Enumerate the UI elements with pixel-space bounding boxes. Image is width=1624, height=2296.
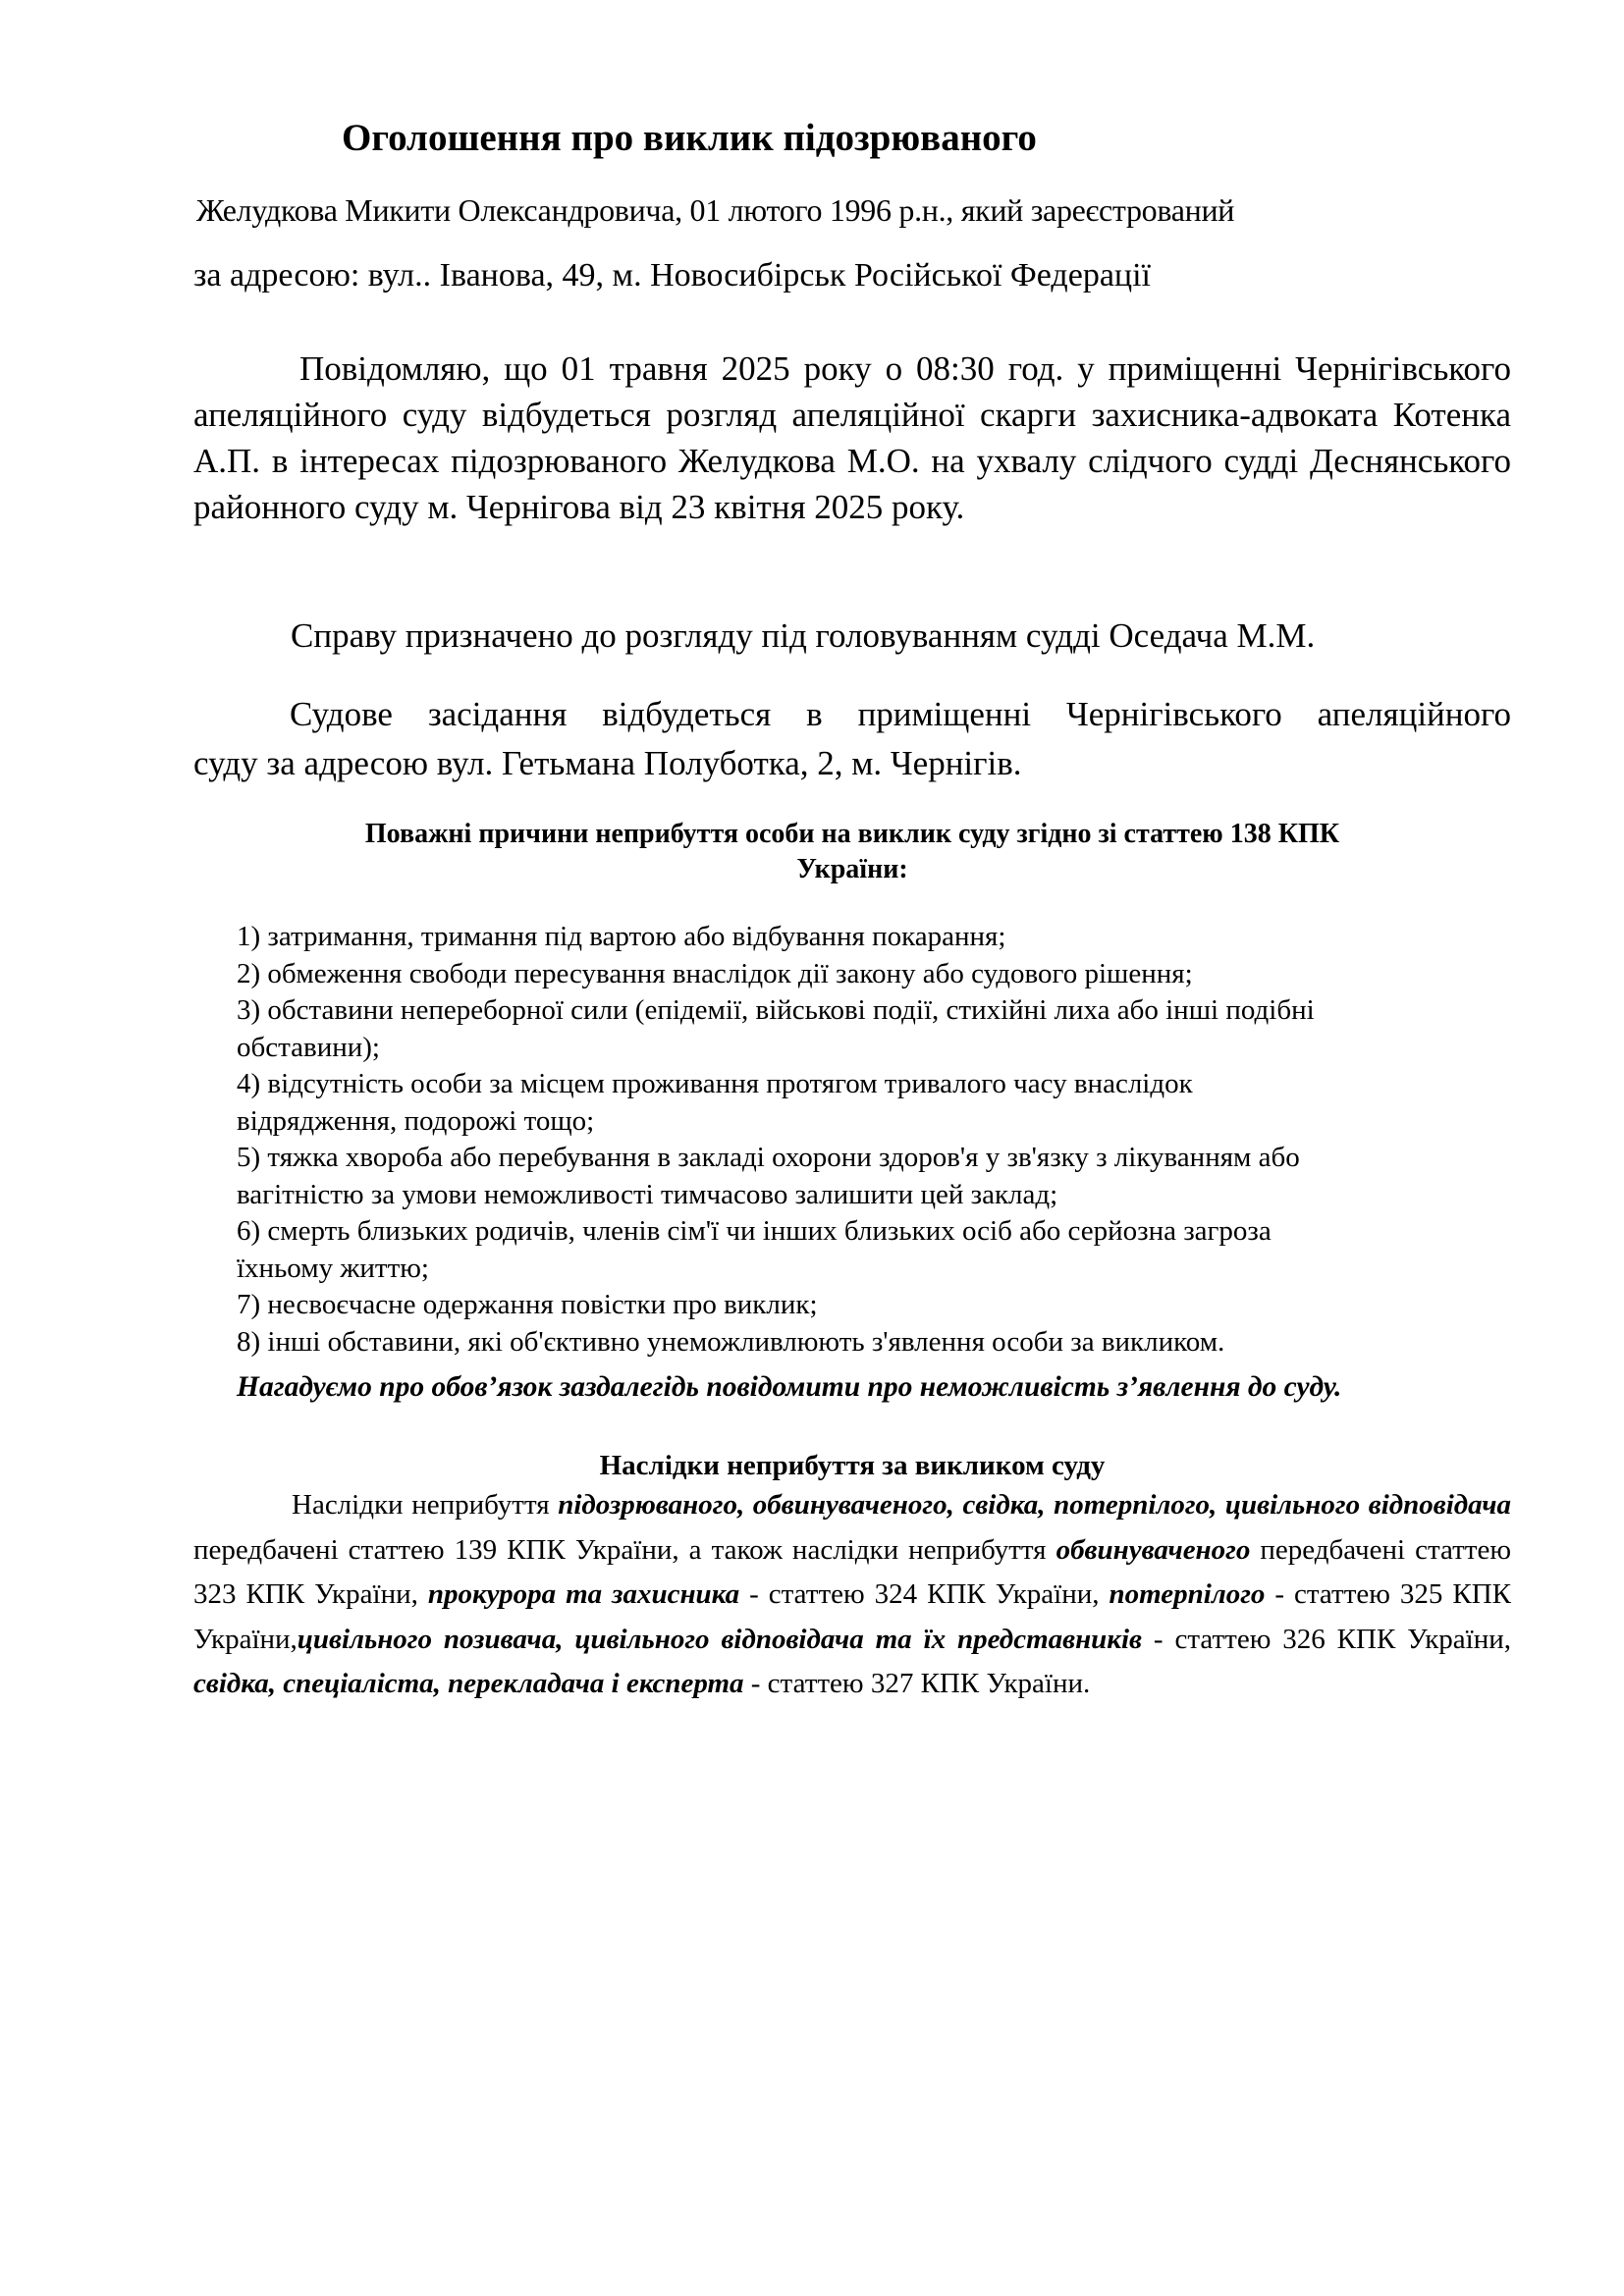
valid-reasons-heading-line-2: України:: [796, 854, 908, 884]
list-item: 8) інші обставини, які об'єктивно унеможливлюють з'явлення особи за викликом.: [237, 1325, 1225, 1358]
consequences-text: - статтею 324 КПК України,: [739, 1578, 1110, 1610]
list-item: 4) відсутність особи за місцем проживання протягом тривалого часу внаслідок: [237, 1068, 1193, 1099]
consequences-paragraph: [193, 1483, 1511, 1707]
consequences-text: - статтею 326 КПК України,: [1142, 1623, 1511, 1655]
list-item: вагітністю за умови неможливості тимчасово залишити цей заклад;: [237, 1178, 1058, 1210]
reminder-notice: Нагадуємо про обов’язок заздалегідь повідомити про неможливість з’явлення до суду.: [237, 1371, 1342, 1403]
list-item: відрядження, подорожі тощо;: [237, 1104, 595, 1137]
suspect-name-line: Желудкова Микити Олександровича, 01 лютого 1996 р.н., який зареєстрований: [196, 192, 1235, 228]
list-item: їхньому життю;: [237, 1252, 429, 1284]
list-item: 1) затримання, тримання під вартою або відбування покарання;: [237, 921, 1006, 952]
valid-reasons-heading-line-1: Поважні причини неприбуття особи на виклик суду згідно зі статтею 138 КПК: [364, 819, 1340, 849]
consequences-emphasis: прокурора та захисника: [427, 1578, 740, 1610]
list-item: обставини);: [237, 1031, 380, 1063]
valid-reasons-list: [237, 919, 1513, 1361]
valid-reasons-heading: [193, 817, 1511, 887]
consequences-text: передбачені статтею 323 КПК України,: [193, 1533, 1511, 1610]
consequences-heading: Наслідки неприбуття за викликом суду: [599, 1450, 1106, 1481]
suspect-address-line: за адресою: вул.. Іванова, 49, м. Новосибірськ Російської Федерації: [193, 257, 1151, 294]
consequences-text: передбачені статтею 139 КПК України, а також наслідки неприбуття: [193, 1533, 1056, 1566]
venue-line-1: Судове засідання відбудеться в приміщенні Чернігівського апеляційного: [290, 695, 1511, 733]
consequences-emphasis: свідка, спеціаліста, перекладача і експерта: [193, 1668, 744, 1699]
consequences-text: Наслідки неприбуття: [292, 1489, 559, 1521]
document-title: Оголошення про виклик підозрюваного: [342, 117, 1037, 159]
list-item: 3) обставини непереборної сили (епідемії, військові події, стихійні лиха або інші подібні: [237, 994, 1315, 1026]
consequences-emphasis: цивільного позивача, цивільного відповідача та їх представників: [297, 1623, 1143, 1655]
consequences-text: - статтею 327 КПК України.: [743, 1668, 1091, 1699]
consequences-emphasis: підозрюваного, обвинуваченого, свідка, потерпілого, цивільного відповідача: [558, 1489, 1512, 1521]
list-item: 2) обмеження свободи пересування внаслідок дії закону або судового рішення;: [237, 957, 1193, 989]
hearing-notice-text: Повідомляю, що 01 травня 2025 року о 08:30 год. у приміщенні Чернігівського апеляційного суду відбудеться розгляд апеляційної скарги захисника-адвоката Котенка А.П. в інтересах підозрюваного Желудкова М.О. на ухвалу слідчого судді Деснянського районного суду м. Чернігова від 23 квітня 2025 року.: [193, 349, 1511, 526]
consequences-emphasis: обвинуваченого: [1056, 1533, 1251, 1566]
hearing-notice-paragraph: [193, 346, 1511, 530]
venue-line-2: суду за адресою вул. Гетьмана Полуботка, 2, м. Чернігів.: [193, 744, 1022, 782]
consequences-text: - статтею 325 КПК України,: [193, 1578, 1511, 1655]
consequences-emphasis: потерпілого: [1109, 1578, 1266, 1610]
list-item: 7) несвоєчасне одержання повістки про виклик;: [237, 1289, 818, 1320]
list-item: 6) смерть близьких родичів, членів сім'ї чи інших близьких осіб або серйозна загроза: [237, 1215, 1272, 1247]
judge-assignment-line: Справу призначено до розгляду під головуванням судді Оседача М.М.: [291, 616, 1316, 655]
list-item: 5) тяжка хвороба або перебування в закладі охорони здоров'я у зв'язку з лікуванням або: [237, 1142, 1300, 1173]
